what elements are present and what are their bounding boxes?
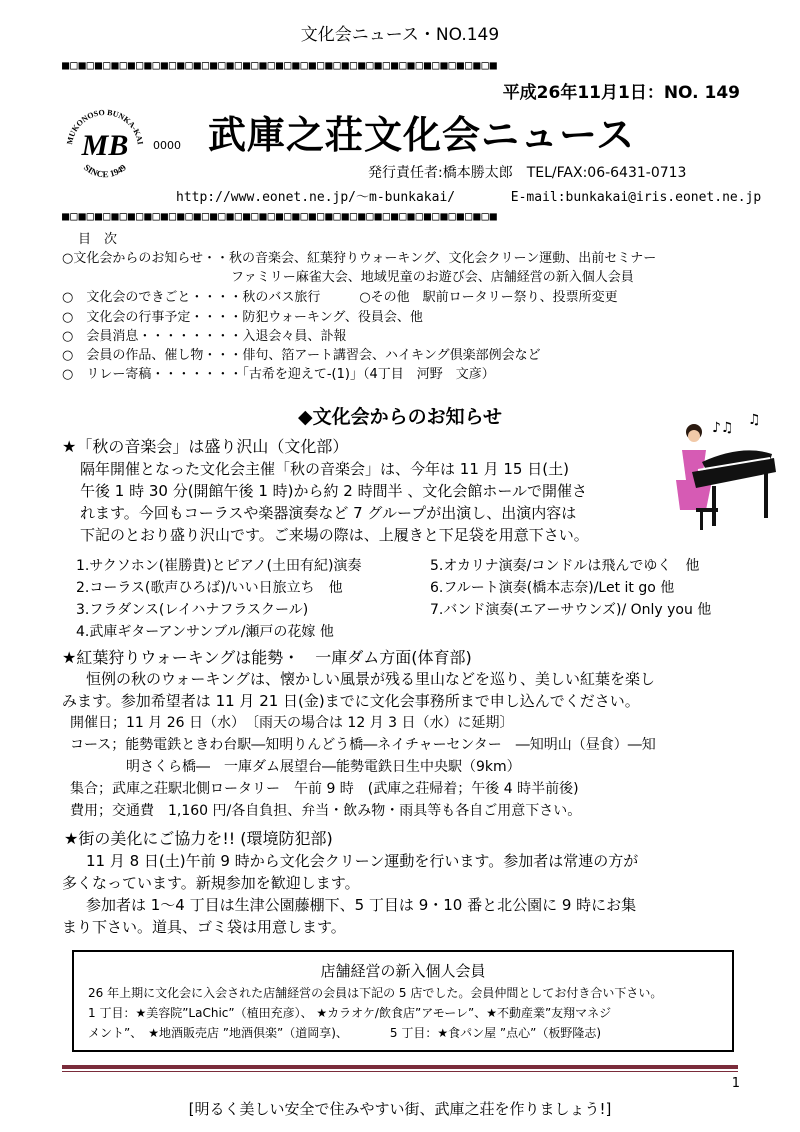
detail-line: 費用；交通費 1,160 円/各自負担、弁当・飲み物・雨具等も各自ご用意下さい。 bbox=[70, 803, 582, 819]
body-line: 午後 1 時 30 分(開館午後 1 時)から約 2 時間半 、文化会館ホールで開催さ bbox=[80, 482, 588, 500]
music-heading: ★「秋の音楽会」は盛り沢山（文化部） bbox=[62, 437, 349, 456]
detail-line: 集合；武庫之荘駅北側ロータリー 午前 9 時 (武庫之荘帰着；午後 4 時半前後) bbox=[70, 781, 579, 797]
walking-body bbox=[62, 668, 655, 712]
logo-ring-bottom: SINCE 1949 bbox=[81, 162, 129, 180]
box-title: 店舗経営の新入個人会員 bbox=[320, 962, 486, 980]
body-line: 下記のとおり盛り沢山です。ご来場の際は、上履きと下足袋を用意下さい。 bbox=[80, 526, 589, 544]
newsletter-title: 武庫之荘文化会ニュース bbox=[208, 113, 636, 157]
toc-line: ○ 文化会の行事予定・・・・防犯ウォーキング、役員会、他 bbox=[62, 310, 423, 325]
body-line: 11 月 8 日(土)午前 9 時から文化会クリーン運動を行います。参加者は常連の方が bbox=[86, 852, 639, 870]
section-title: ◆文化会からのお知らせ bbox=[297, 406, 503, 428]
logo-code: 0000 bbox=[153, 139, 181, 152]
body-line: 多くなっています。新規参加を歓迎します。 bbox=[62, 874, 360, 892]
body-line: まり下さい。道具、ゴミ袋は用意します。 bbox=[62, 918, 346, 936]
detail-line: 明さくら橋― 一庫ダム展望台―能勢電鉄日生中央駅（9km） bbox=[70, 759, 521, 775]
program-item: 6.フルート演奏(橋本志奈)/Let it go 他 bbox=[430, 580, 675, 596]
detail-line: 開催日；11 月 26 日（水） 〔雨天の場合は 12 月 3 日（水）に延期〕 bbox=[70, 715, 514, 731]
program-item: 5.オカリナ演奏/コンドルは飛んでゆく 他 bbox=[430, 558, 700, 574]
footer-slogan: [明るく美しい安全で住みやすい街、武庫之荘を作りましょう!] bbox=[188, 1100, 612, 1118]
walking-details bbox=[70, 712, 656, 822]
logo-ring-top: MUKONOSO BUNKA-KAI bbox=[65, 107, 145, 146]
music-note-icon: ♪♫ bbox=[712, 420, 734, 436]
footer-rule-thin bbox=[62, 1071, 738, 1072]
body-line: 参加者は 1～4 丁目は生津公園藤棚下、5 丁目は 9・10 番と北公園に 9 時にお集 bbox=[86, 896, 637, 914]
music-program-left bbox=[76, 555, 362, 643]
page-number: 1 bbox=[731, 1076, 740, 1091]
publisher-line: 発行責任者:橋本勝太郎 TEL/FAX:06-6431-0713 bbox=[368, 165, 687, 181]
box-line: 1 丁目：★美容院”LaChic”（植田充彦）、 ★カラオケ/飲食店”アモーレ”、★不動産業”友翔マネジ bbox=[88, 1006, 612, 1020]
box-line: 26 年上期に文化会に入会された店舗経営の会員は下記の 5 店でした。会員仲間としてお付き合い下さい。 bbox=[88, 986, 663, 1000]
program-item: 4.武庫ギターアンサンブル/瀬戸の花嫁 他 bbox=[76, 624, 334, 640]
music-note-icon: ♫ bbox=[748, 412, 761, 428]
footer-rule bbox=[62, 1065, 738, 1069]
logo-monogram: MB bbox=[81, 129, 129, 162]
body-line: 隔年開催となった文化会主催「秋の音楽会」は、今年は 11 月 15 日(土) bbox=[80, 460, 569, 478]
dotted-divider-top: ■□■□■□■□■□■□■□■□■□■□■□■□■□■□■□■□■□■□■□■□■□■□■□■□■□■□■ bbox=[62, 58, 498, 72]
body-line: 恒例の秋のウォーキングは、懐かしい風景が残る里山などを巡り、美しい紅葉を楽し bbox=[86, 670, 655, 688]
new-members-box bbox=[72, 950, 734, 1052]
body-line: れます。今回もコーラスや楽器演奏など 7 グループが出演し、出演内容は bbox=[80, 504, 577, 522]
contact-line bbox=[176, 186, 761, 205]
toc-heading: 目 次 bbox=[78, 232, 118, 247]
clean-body bbox=[62, 850, 638, 938]
website-link[interactable]: http://www.eonet.ne.jp/～m-bunkakai/ bbox=[176, 190, 456, 205]
toc-line: ○ 文化会のできごと・・・・秋のバス旅行 ○その他 駅前ロータリー祭り、投票所変更 bbox=[62, 290, 618, 305]
program-item: 2.コーラス(歌声ひろば)/いい日旅立ち 他 bbox=[76, 580, 343, 596]
program-item: 3.フラダンス(レイハナフラスクール) bbox=[76, 602, 309, 618]
walking-heading: ★紅葉狩りウォーキングは能勢・ 一庫ダム方面(体育部) bbox=[62, 648, 472, 667]
program-item: 1.サクソホン(崔勝貴)とピアノ(土田有紀)演奏 bbox=[76, 558, 362, 574]
dotted-divider-bottom: ■□■□■□■□■□■□■□■□■□■□■□■□■□■□■□■□■□■□■□■□■□■□■□■□■□■□■ bbox=[62, 209, 498, 223]
issue-date: 平成26年11月1日：NO. 149 bbox=[502, 83, 740, 103]
mb-logo bbox=[62, 102, 148, 188]
toc-line: ○文化会からのお知らせ・・秋の音楽会、紅葉狩りウォーキング、文化会クリーン運動、出前セミナー bbox=[62, 251, 657, 266]
box-line: メント”、 ★地酒販売店 ”地酒倶楽”（道岡享)、 5 丁目：★食パン屋 ”点心”（板野隆志) bbox=[88, 1026, 602, 1040]
music-body bbox=[80, 458, 589, 546]
toc-line: ファミリー麻雀大会、地域児童のお遊び会、店舗経営の新入個人会員 bbox=[62, 270, 634, 285]
email-link[interactable]: E-mail:bunkakai@iris.eonet.ne.jp bbox=[510, 190, 762, 205]
body-line: みます。参加希望者は 11 月 21 日(金)までに文化会事務所まで申し込んでください。 bbox=[62, 692, 640, 710]
toc-line: ○ リレー寄稿・・・・・・・「古希を迎えて-(1)」（4丁目 河野 文彦） bbox=[62, 367, 495, 382]
clean-heading: ★街の美化にご協力を!! (環境防犯部) bbox=[64, 829, 333, 848]
toc-line: ○ 会員の作品、催し物・・・俳句、箔アート講習会、ハイキング倶楽部例会など bbox=[62, 348, 541, 363]
music-program-right bbox=[430, 555, 711, 621]
toc-line: ○ 会員消息・・・・・・・・入退会々員、訃報 bbox=[62, 329, 347, 344]
program-item: 7.バンド演奏(エアーサウンズ)/ Only you 他 bbox=[430, 602, 712, 618]
detail-line: コース；能勢電鉄ときわ台駅―知明りんどう橋―ネイチャーセンター ―知明山（昼食）―知 bbox=[70, 737, 656, 753]
running-title: 文化会ニュース・NO.149 bbox=[300, 25, 500, 45]
piano-illustration bbox=[672, 410, 782, 540]
